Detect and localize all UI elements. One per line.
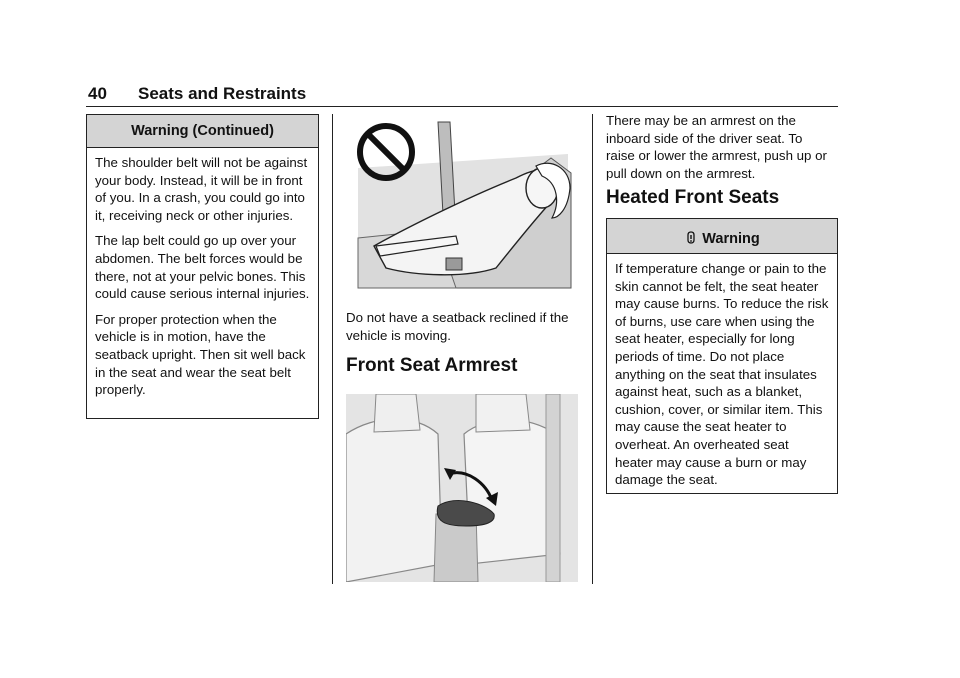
recline-caption: Do not have a seatback reclined if the vehicle is moving. (346, 310, 569, 343)
page-header (86, 80, 838, 107)
belt-buckle (446, 258, 462, 270)
left-seat (346, 419, 442, 582)
warning-continued-body (87, 148, 318, 407)
heated-seat-warning-body (607, 254, 837, 497)
page-number: 40 (88, 84, 107, 103)
heated-seat-warning-box (606, 218, 838, 494)
heated-seat-warning-title: Warning (702, 231, 760, 247)
armrest-illustration (346, 394, 578, 582)
heated-seat-warning-header (607, 219, 837, 254)
right-headrest (476, 394, 530, 432)
warning-continued-title: Warning (Continued) (87, 115, 318, 148)
warning-paragraph: The shoulder belt will not be against your body. Instead, it will be in front of you. In a crash, you could go into it, receiving neck or other injuries. (95, 155, 308, 223)
reclined-seat-illustration (346, 118, 578, 290)
warning-paragraph: For proper protection when the vehicle is in motion, have the seatback upright. Then sit well back in the seat and wear the seat belt properly. (95, 311, 306, 398)
front-seat-armrest-heading: Front Seat Armrest (346, 355, 518, 376)
column-divider-left (332, 114, 333, 584)
heated-seat-warning-text: If temperature change or pain to the skin cannot be felt, the seat heater may cause burns. To reduce the risk of burns, use care when using the seat heater, especially for long periods of time. Do not place anything on the seat that insulates against heat, such as a blanket, cushion, cover, or similar item. This may cause the seat heater to overheat. An overheated seat heater may cause a burn or may damage the seat. (615, 261, 829, 488)
warning-paragraph: The lap belt could go up over your abdomen. The belt forces would be there, not at your pelvic bones. This could cause serious internal injuries. (95, 233, 310, 302)
warning-icon (684, 231, 698, 245)
left-headrest (374, 394, 420, 432)
armrest-description: There may be an armrest on the inboard side of the driver seat. To raise or lower the armrest, push up or pull down on the armrest. (606, 113, 827, 181)
heated-front-seats-heading: Heated Front Seats (606, 187, 780, 208)
warning-continued-box (86, 114, 319, 419)
section-title: Seats and Restraints (138, 84, 307, 103)
seat-belt-strap (546, 394, 560, 582)
column-divider-right (592, 114, 593, 584)
